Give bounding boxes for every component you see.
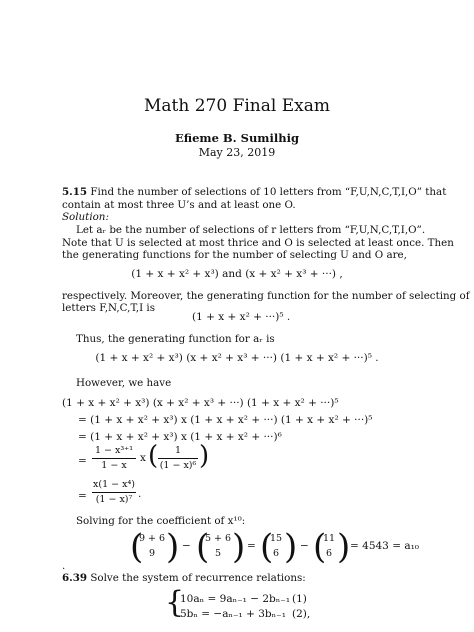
binom-3-top: 15 [269, 533, 283, 544]
trailing-dot: . [62, 560, 66, 572]
document-title: Math 270 Final Exam [144, 96, 330, 116]
fraction-bar [92, 492, 136, 493]
solution-label: Solution: [62, 211, 109, 223]
equals-sign: = [247, 540, 256, 552]
chain-line-1: (1 + x + x² + x³) (x + x² + x³ + ···) (1 + x + x² + ···)⁵ [62, 397, 339, 409]
problem-5-15-line-2: contain at most three U’s and at least one O. [62, 199, 296, 211]
equation-gen: (1 + x + x² + x³) (x + x² + x³ + ···) (1 + x + x² + ···)⁵ . [95, 352, 379, 364]
recurrence-2: 5bₙ = −aₙ₋₁ + 3bₙ₋₁ [180, 608, 286, 620]
binom-1-right-paren: ) [166, 527, 180, 567]
chain-4-denominator: 1 − x [101, 460, 127, 471]
binom-4-bottom: 6 [325, 548, 333, 559]
binom-2-left-paren: ( [196, 527, 210, 567]
chain-line-3: = (1 + x + x² + x³) x (1 + x + x² + ···)⁶ [78, 431, 282, 443]
solution-line-3: the generating functions for the number of selecting U and O are, [62, 249, 407, 261]
chain-4-numerator: 1 − x³⁺¹ [94, 445, 134, 456]
minus-sign: − [182, 540, 191, 552]
binom-1-bottom: 9 [148, 548, 156, 559]
chain-5-end: . [138, 488, 142, 500]
chain-4-numerator-2: 1 [174, 445, 182, 456]
chain-4-equals: = [78, 455, 87, 467]
chain-line-2: = (1 + x + x² + x³) x (1 + x + x² + ···) (1 + x + x² + ···)⁵ [78, 414, 373, 426]
solution-line-4: respectively. Moreover, the generating function for the number of selecting of [62, 290, 470, 302]
binom-2-right-paren: ) [232, 527, 246, 567]
binom-3-bottom: 6 [272, 548, 280, 559]
binomial-result: = 4543 = a₁₀ [350, 540, 420, 552]
equation-u-o: (1 + x + x² + x³) and (x + x² + x³ + ···) , [131, 268, 343, 280]
recurrence-1-tag: (1) [292, 593, 307, 605]
system-brace: { [165, 585, 185, 620]
right-paren: ) [199, 441, 210, 471]
recurrence-2-tag: (2), [292, 608, 311, 620]
binom-3-left-paren: ( [260, 527, 274, 567]
chain-4-denominator-2: (1 − x)⁶ [159, 460, 197, 471]
recurrence-1: 10aₙ = 9aₙ₋₁ − 2bₙ₋₁ [180, 593, 291, 605]
problem-number: 5.15 [62, 186, 88, 198]
problem-6-39-line: 6.39 Solve the system of recurrence relations: [62, 572, 306, 584]
document-author: Efieme B. Sumilhig [174, 131, 299, 145]
chain-5-numerator: x(1 − x⁴) [93, 479, 135, 490]
solution-line-8: Solving for the coefficient of x¹⁰: [76, 515, 246, 527]
binom-4-top: 11 [322, 533, 336, 544]
left-paren: ( [148, 441, 159, 471]
solution-line-5: letters F,N,C,T,I is [62, 302, 156, 314]
chain-5-denominator: (1 − x)⁷ [95, 494, 133, 505]
binom-1-left-paren: ( [130, 527, 144, 567]
binom-2-bottom: 5 [214, 548, 222, 559]
minus-sign: − [300, 540, 309, 552]
solution-line-7: However, we have [76, 377, 172, 389]
fraction-bar [92, 458, 136, 459]
problem-5-15-line-1: 5.15 Find the number of selections of 10 letters from “F,U,N,C,T,I,O” that [62, 186, 447, 198]
solution-line-6: Thus, the generating function for aᵣ is [76, 333, 275, 345]
fraction-bar [158, 458, 198, 459]
binom-4-left-paren: ( [313, 527, 327, 567]
equation-rest: (1 + x + x² + ···)⁵ . [192, 311, 291, 323]
chain-4-x: x [140, 452, 146, 464]
binom-3-right-paren: ) [284, 527, 298, 567]
chain-5-equals: = [78, 490, 87, 502]
document-date: May 23, 2019 [198, 146, 276, 159]
solution-line-1: Let aᵣ be the number of selections of r letters from “F,U,N,C,T,I,O”. [76, 224, 426, 236]
binom-1-top: 9 + 6 [138, 533, 166, 544]
problem-number: 6.39 [62, 572, 88, 584]
solution-line-2: Note that U is selected at most thrice and O is selected at least once. Then [62, 237, 454, 249]
binom-4-right-paren: ) [337, 527, 351, 567]
binom-2-top: 5 + 6 [204, 533, 232, 544]
